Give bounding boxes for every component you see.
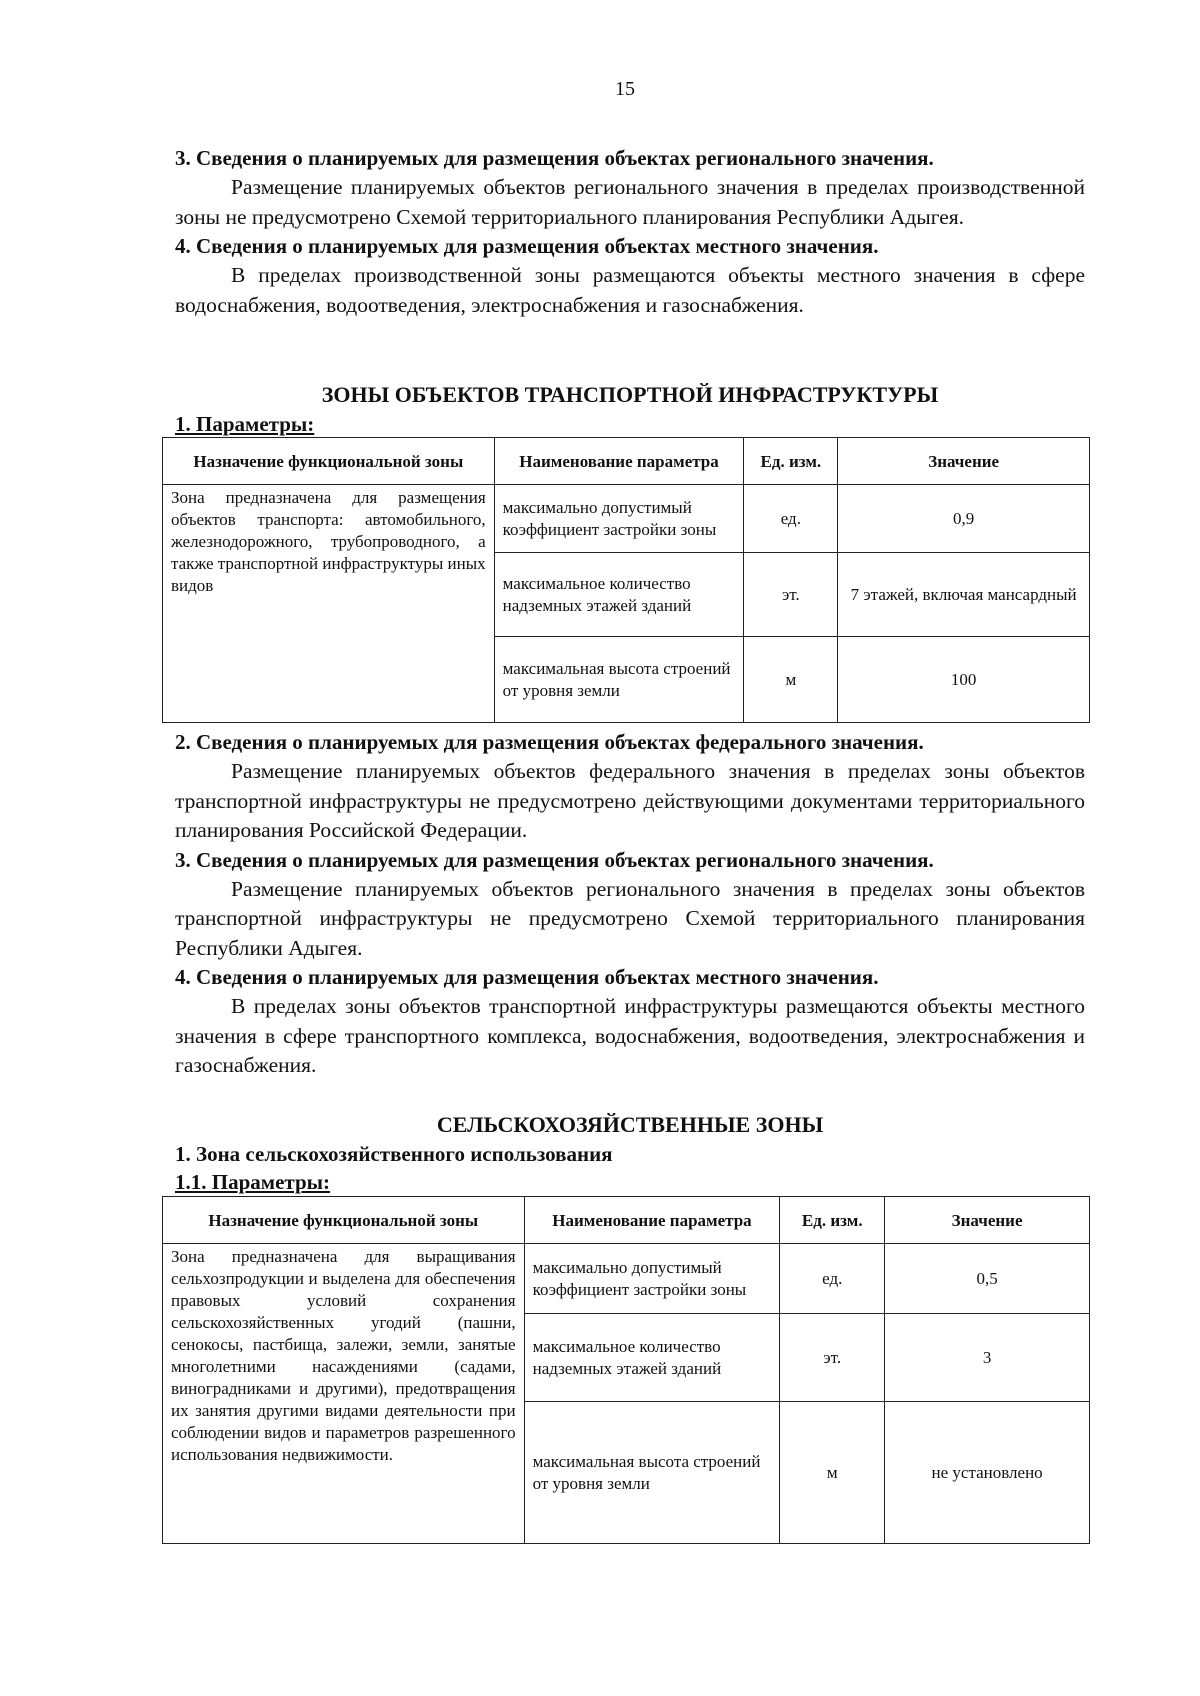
parameter-cell: максимальное количество надземных этажей зданий	[494, 553, 744, 637]
agri-zone-subheading: 1. Зона сельскохозяйственного использования	[175, 1142, 613, 1166]
value-cell: не установлено	[885, 1402, 1090, 1544]
transport-zone-heading-block	[175, 380, 1085, 438]
section-heading-regional: 3. Сведения о планируемых для размещения объектах регионального значения.	[175, 146, 934, 170]
section-heading-local: 4. Сведения о планируемых для размещения объектах местного значения.	[175, 234, 879, 258]
table-row	[163, 485, 1090, 553]
table-header-row	[163, 1197, 1090, 1244]
parameter-cell: максимальное количество надземных этажей зданий	[524, 1314, 780, 1402]
parameter-cell: максимально допустимый коэффициент застройки зоны	[494, 485, 744, 553]
value-cell: 3	[885, 1314, 1090, 1402]
section-heading-regional: 3. Сведения о планируемых для размещения объектах регионального значения.	[175, 847, 934, 872]
transport-params-table	[162, 437, 1090, 723]
unit-cell: м	[780, 1402, 885, 1544]
table-header-cell: Ед. изм.	[780, 1197, 885, 1244]
unit-cell: ед.	[780, 1244, 885, 1314]
table-header-cell: Значение	[838, 438, 1090, 485]
table-header-cell: Наименование параметра	[494, 438, 744, 485]
agri-zone-title: СЕЛЬСКОХОЗЯЙСТВЕННЫЕ ЗОНЫ	[436, 1112, 824, 1137]
production-zone-section	[175, 144, 1085, 320]
unit-cell: ед.	[744, 485, 838, 553]
unit-cell: эт.	[780, 1314, 885, 1402]
unit-cell: м	[744, 637, 838, 723]
zone-purpose-cell: Зона предназначена для размещения объектов транспорта: автомобильного, железнодорожного, трубопроводного, а также транспортной инфраструктуры иных видов	[163, 485, 495, 723]
parameter-cell: максимально допустимый коэффициент застройки зоны	[524, 1244, 780, 1314]
agri-params-table	[162, 1196, 1090, 1544]
paragraph-local: В пределах производственной зоны размещаются объекты местного значения в сфере водоснабжения, водоотведения, электроснабжения и газоснабжения.	[175, 263, 1085, 317]
agri-zone-heading-block	[175, 1110, 1085, 1196]
paragraph-regional: Размещение планируемых объектов регионального значения в пределах производственной зоны не предусмотрено Схемой территориального планирования Республики Адыгея.	[175, 175, 1085, 229]
zone-purpose-cell: Зона предназначена для выращивания сельхозпродукции и выделена для обеспечения правовых условий сохранения сельскохозяйственных угодий (пашни, сенокосы, пастбища, залежи, земли, занятые многолетними насаждениями (садами, виноградниками и другими), предотвращения их занятия другими видами деятельности при соблюдении видов и параметров разрешенного использования недвижимости.	[163, 1244, 525, 1544]
table-header-cell: Наименование параметра	[524, 1197, 780, 1244]
parameter-cell: максимальная высота строений от уровня земли	[524, 1402, 780, 1544]
value-cell: 0,9	[838, 485, 1090, 553]
transport-params-heading: 1. Параметры:	[175, 412, 315, 436]
value-cell: 0,5	[885, 1244, 1090, 1314]
table-header-row	[163, 438, 1090, 485]
value-cell: 100	[838, 637, 1090, 723]
unit-cell: эт.	[744, 553, 838, 637]
page-number: 15	[615, 78, 635, 100]
parameter-cell: максимальная высота строений от уровня земли	[494, 637, 744, 723]
transport-zone-title: ЗОНЫ ОБЪЕКТОВ ТРАНСПОРТНОЙ ИНФРАСТРУКТУРЫ	[321, 382, 939, 407]
agri-params-heading: 1.1. Параметры:	[175, 1170, 331, 1194]
section-heading-federal: 2. Сведения о планируемых для размещения объектах федерального значения.	[175, 730, 924, 754]
section-heading-local: 4. Сведения о планируемых для размещения объектах местного значения.	[175, 965, 879, 989]
paragraph-local: В пределах зоны объектов транспортной инфраструктуры размещаются объекты местного значения в сфере транспортного комплекса, водоснабжения, водоотведения, электроснабжения и газоснабжения.	[175, 994, 1085, 1077]
value-cell: 7 этажей, включая мансардный	[838, 553, 1090, 637]
table-header-cell: Назначение функциональной зоны	[163, 438, 495, 485]
transport-sections	[175, 728, 1085, 1081]
paragraph-federal: Размещение планируемых объектов федерального значения в пределах зоны объектов транспортной инфраструктуры не предусмотрено действующими документами территориального планирования Российской Федерации.	[175, 759, 1085, 842]
table-header-cell: Назначение функциональной зоны	[163, 1197, 525, 1244]
paragraph-regional: Размещение планируемых объектов регионального значения в пределах зоны объектов транспортной инфраструктуры не предусмотрено Схемой территориального планирования Республики Адыгея.	[175, 876, 1085, 960]
table-header-cell: Значение	[885, 1197, 1090, 1244]
table-header-cell: Ед. изм.	[744, 438, 838, 485]
table-row	[163, 1244, 1090, 1314]
